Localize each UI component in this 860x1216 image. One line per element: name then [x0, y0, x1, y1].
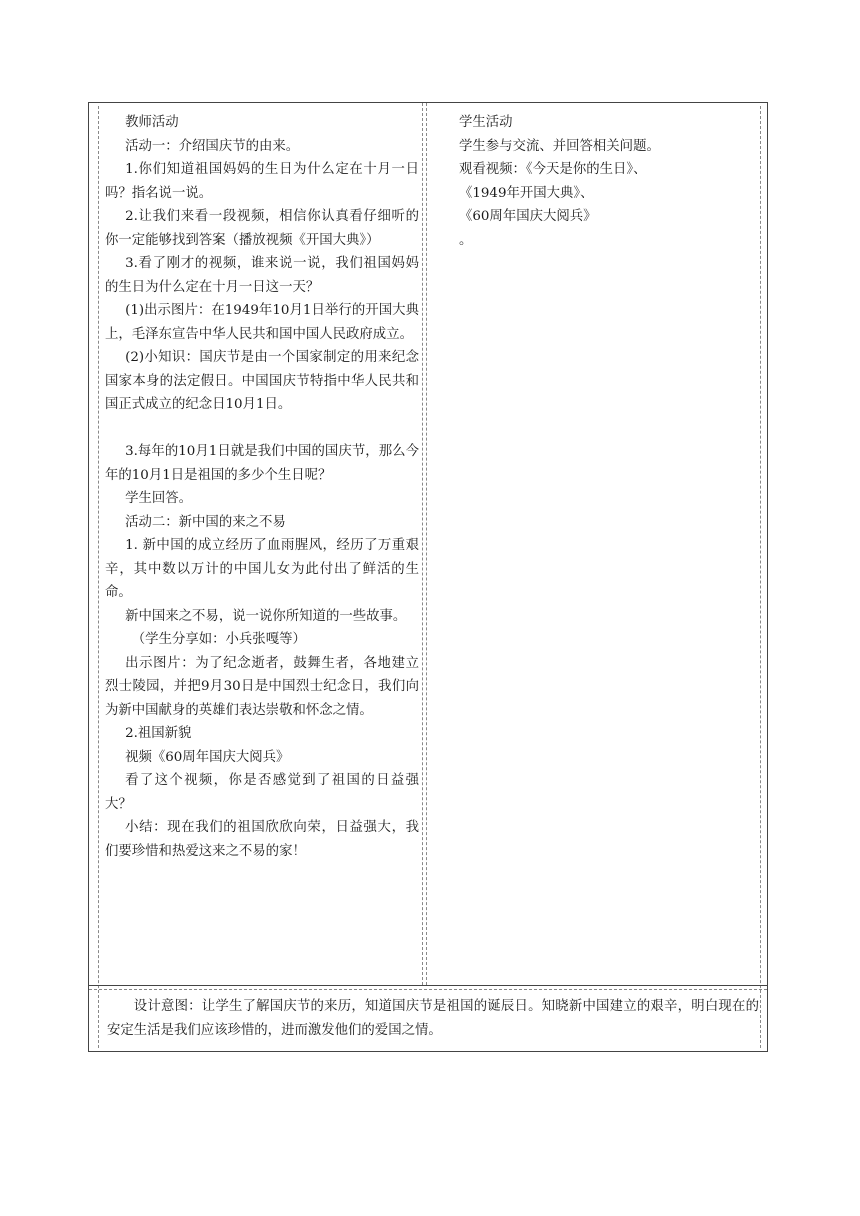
- student-activity-column: [459, 111, 749, 252]
- activity-two-question: 看了这个视频，你是否感觉到了祖国的日益强大？: [105, 773, 419, 812]
- question-4: 3.每年的10月1日就是我们中国的国庆节，那么今年的10月1日是祖国的多少个生日呢？: [105, 444, 419, 483]
- column-divider-inner: [426, 103, 427, 985]
- question-2: 2.让我们来看一段视频，相信你认真看仔细听的你一定能够找到答案（播放视频《开国大典》）: [105, 209, 419, 248]
- column-divider: [422, 103, 423, 985]
- activity-two-picture: 出示图片：为了纪念逝者，鼓舞生者，各地建立烈士陵园，并把9月30日是中国烈士纪念日，我们向为新中国献身的英雄们表达崇敬和怀念之情。: [105, 655, 419, 718]
- student-line-4: 《60周年国庆大阅兵》: [459, 209, 597, 224]
- point-2: (2)小知识：国庆节是由一个国家制定的用来纪念国家本身的法定假日。中国国庆节特指中华人民共和国正式成立的纪念日10月1日。: [105, 350, 419, 412]
- activity-two-item-2: 2.祖国新貌: [125, 726, 192, 741]
- blank-line: [105, 417, 419, 441]
- teacher-activity-column: [105, 111, 419, 863]
- student-line-3: 《1949年开国大典》、: [459, 185, 594, 201]
- point-1: (1)出示图片：在1949年10月1日举行的开国大典上，毛泽东宣告中华人民共和国中国人民政府成立。: [105, 303, 419, 342]
- row-divider-inner: [89, 989, 767, 990]
- activity-two-title: 活动二：新中国的来之不易: [125, 514, 286, 530]
- design-intent-text: 设计意图：让学生了解国庆节的来历，知道国庆节是祖国的诞辰日。知晓新中国建立的艰辛，明白现在的安定生活是我们应该珍惜的，进而激发他们的爱国之情。: [107, 999, 759, 1038]
- design-intent-row: [107, 995, 759, 1042]
- student-line-1: 学生参与交流、并回答相关问题。: [459, 138, 660, 154]
- student-heading: 学生活动: [459, 115, 513, 130]
- activity-two-video: 视频《60周年国庆大阅兵》: [125, 749, 290, 765]
- activity-two-story: 新中国来之不易，说一说你所知道的一些故事。: [125, 608, 407, 624]
- summary: 小结：现在我们的祖国欣欣向荣，日益强大，我们要珍惜和热爱这来之不易的家！: [105, 820, 419, 859]
- lesson-table: [88, 102, 768, 1052]
- activity-two-item-1: 1. 新中国的成立经历了血雨腥风，经历了万重艰辛，其中数以万计的中国儿女为此付出了鲜活的生命。: [105, 538, 419, 600]
- question-1: 1.你们知道祖国妈妈的生日为什么定在十月一日吗？指名说一说。: [105, 162, 419, 201]
- student-line-2: 观看视频：《今天是你的生日》、: [459, 162, 647, 177]
- activity-two-share: （学生分享如：小兵张嘎等）: [131, 632, 306, 647]
- teacher-heading: 教师活动: [125, 115, 179, 130]
- activity-one-title: 活动一：介绍国庆节的由来。: [125, 138, 300, 154]
- row-divider: [89, 985, 767, 986]
- student-answer: 学生回答。: [125, 491, 193, 506]
- question-3: 3.看了刚才的视频，谁来说一说，我们祖国妈妈的生日为什么定在十月一日这一天？: [105, 256, 419, 295]
- student-line-5: 。: [459, 232, 473, 248]
